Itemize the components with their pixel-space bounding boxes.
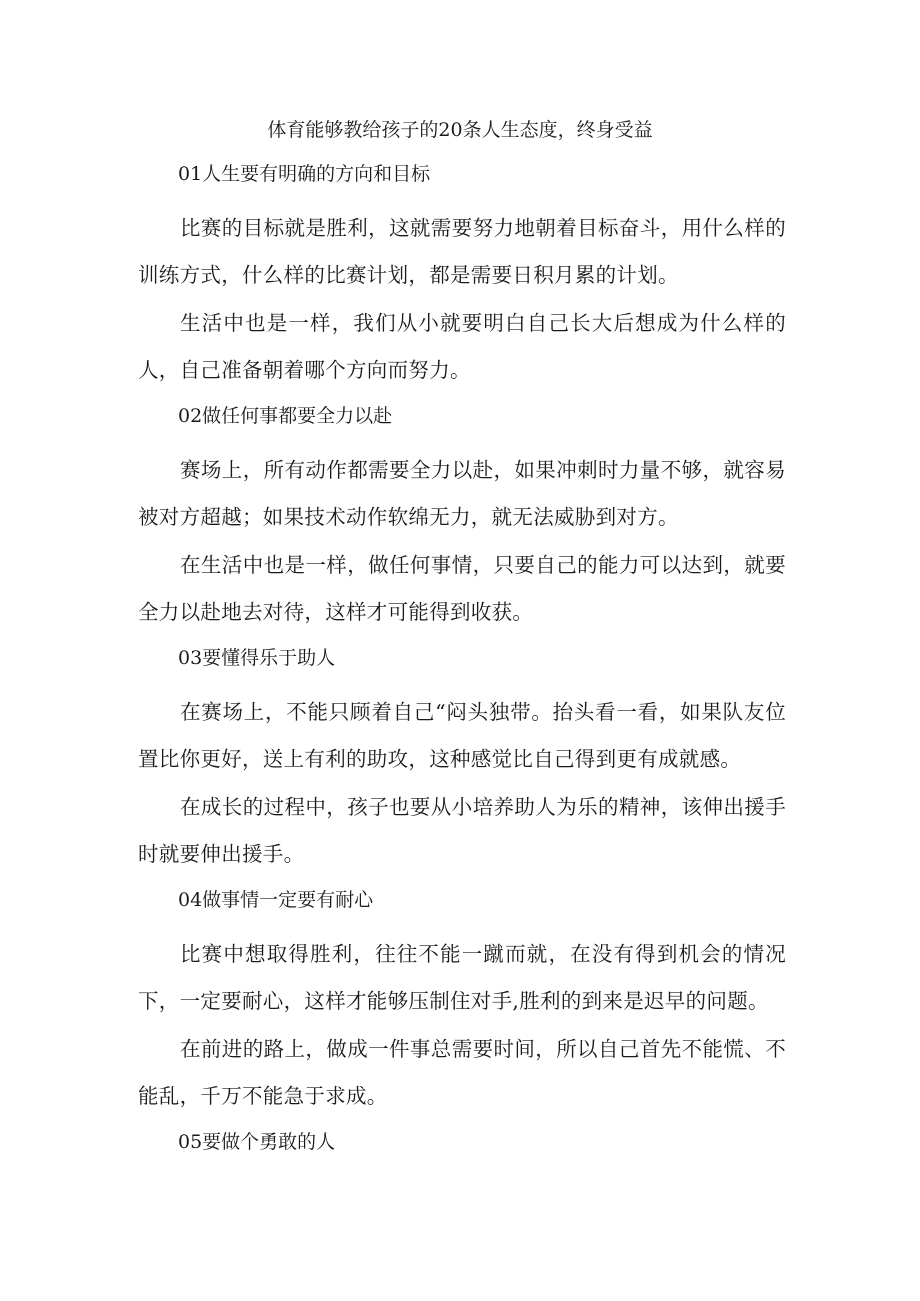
document-body: [138, 158, 786, 1173]
section-heading-04: 04做事情一定要有耐心: [178, 889, 374, 911]
section-03-paragraph-2: 在成长的过程中，孩子也要从小培养助人为乐的精神，该伸出援手时就要伸出援手。: [138, 795, 786, 866]
section-heading-01: 01人生要有明确的方向和目标: [178, 163, 431, 185]
section-02-paragraph-2: 在生活中也是一样，做任何事情，只要自己的能力可以达到，就要全力以赴地去对待，这样才可能得到收获。: [138, 553, 786, 624]
section-01-paragraph-2: 生活中也是一样，我们从小就要明白自己长大后想成为什么样的人，自己准备朝着哪个方向而努力。: [138, 311, 786, 382]
section-03-paragraph-1: 在赛场上，不能只顾着自己“闷头独带。抬头看一看，如果队友位置比你更好，送上有利的助攻，这种感觉比自己得到更有成就感。: [138, 700, 786, 771]
section-heading-02: 02做任何事都要全力以赴: [178, 405, 393, 427]
section-04-paragraph-2: 在前进的路上，做成一件事总需要时间，所以自己首先不能慌、不能乱，千万不能急于求成。: [138, 1037, 786, 1108]
section-heading-03: 03要懂得乐于助人: [178, 647, 336, 669]
section-01-paragraph-1: 比赛的目标就是胜利，这就需要努力地朝着目标奋斗，用什么样的训练方式，什么样的比赛计划，都是需要日积月累的计划。: [138, 216, 786, 287]
section-02-paragraph-1: 赛场上，所有动作都需要全力以赴，如果冲刺时力量不够，就容易被对方超越；如果技术动作软绵无力，就无法威胁到对方。: [138, 458, 786, 529]
section-04-paragraph-1: 比赛中想取得胜利，往往不能一蹴而就，在没有得到机会的情况下，一定要耐心，这样才能够压制住对手,胜利的到来是迟早的问题。: [138, 942, 786, 1013]
document-title: 体育能够教给孩子的20条人生态度，终身受益: [267, 119, 653, 141]
section-heading-05: 05要做个勇敢的人: [178, 1131, 336, 1153]
